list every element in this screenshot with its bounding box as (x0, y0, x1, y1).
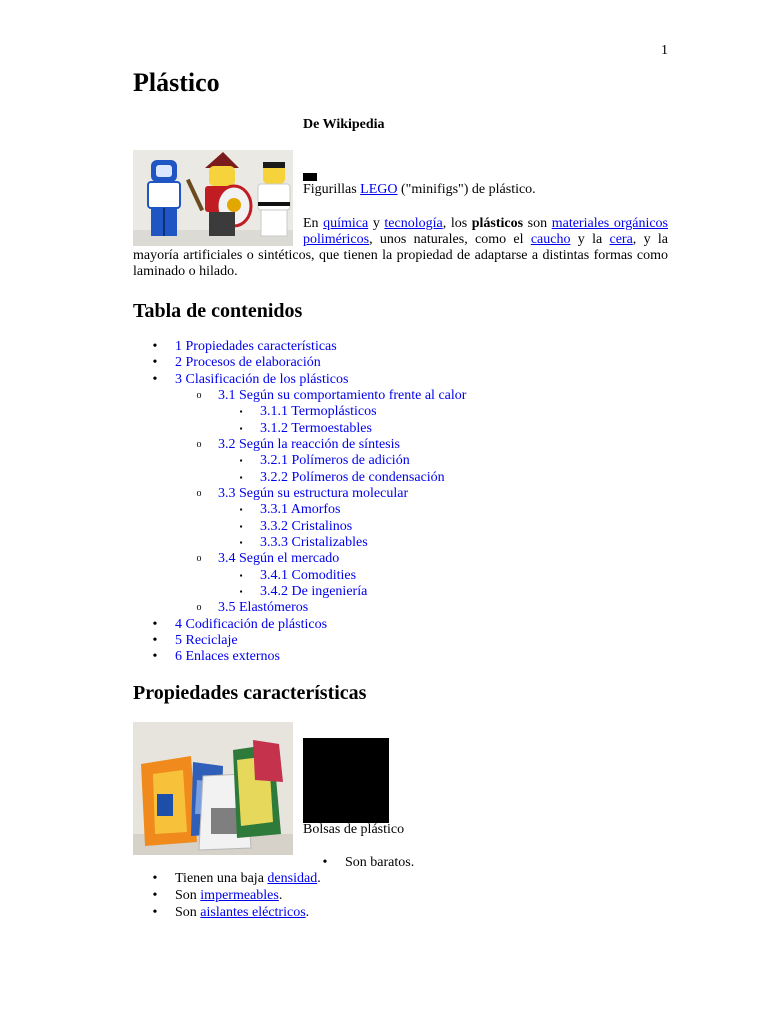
caucho-link[interactable]: caucho (530, 232, 571, 247)
toc-heading: Tabla de contenidos (133, 300, 303, 322)
lego-link[interactable]: LEGO (360, 182, 398, 197)
toc-link[interactable]: 3.3.2 Cristalinos (260, 518, 353, 534)
quimica-link[interactable]: química (323, 216, 369, 231)
bullet-icon: o (196, 553, 202, 565)
bullet-icon: • (152, 355, 158, 371)
toc-link[interactable]: 6 Enlaces externos (175, 649, 280, 665)
bullet-icon: • (152, 649, 158, 665)
densidad-link[interactable]: densidad (267, 871, 318, 886)
bullet-icon: ▪ (239, 407, 243, 417)
toc-item (133, 437, 668, 453)
property-item-insulators: • Son aislantes eléctricos. (150, 905, 450, 921)
image-placeholder-box (303, 738, 389, 823)
toc-link[interactable]: 3.2 Según la reacción de síntesis (218, 436, 400, 452)
toc-link[interactable]: 4 Codificación de plásticos (175, 616, 328, 632)
bullet-icon: o (196, 389, 202, 401)
toc-link[interactable]: 3.5 Elastómeros (218, 600, 309, 616)
toc-item (133, 404, 668, 420)
toc-item (133, 355, 668, 371)
bags-image-caption: Bolsas de plástico (303, 822, 405, 837)
plastic-bags-illustration (133, 722, 293, 855)
toc-item (133, 584, 668, 600)
toc-item (133, 633, 668, 649)
toc-link[interactable]: 3.4 Según el mercado (218, 551, 340, 567)
bullet-icon: ▪ (239, 472, 243, 482)
property-item-waterproof: • Son impermeables. (150, 888, 450, 904)
bullet-icon: • (152, 888, 158, 903)
toc-link[interactable]: 3.3.1 Amorfos (260, 502, 341, 518)
toc-link[interactable]: 3.3 Según su estructura molecular (218, 485, 409, 501)
property-item-density: • Tienen una baja densidad. (150, 871, 450, 887)
toc-link[interactable]: 3.2.2 Polímeros de condensación (260, 469, 445, 485)
plasticos-bold: plásticos (471, 216, 524, 231)
bullet-icon: o (196, 487, 202, 499)
bullet-icon: • (152, 371, 158, 387)
toc-link[interactable]: 3.2.1 Polímeros de adición (260, 453, 410, 469)
bullet-icon: ▪ (239, 505, 243, 515)
toc-item (133, 535, 668, 551)
bullet-icon: ▪ (239, 521, 243, 531)
materiales-organicos-link[interactable]: materiales orgánicos poliméricos (303, 216, 669, 247)
bullet-icon: • (152, 339, 158, 354)
bullet-icon: • (152, 632, 158, 648)
bullet-icon: ▪ (239, 456, 243, 466)
toc-link[interactable]: 5 Reciclaje (175, 632, 238, 648)
toc-link[interactable]: 3.3.3 Cristalizables (260, 534, 368, 550)
toc-item (133, 388, 668, 404)
toc-link[interactable]: 1 Propiedades características (175, 339, 337, 354)
bullet-icon: o (196, 602, 202, 614)
toc-link[interactable]: 3 Clasificación de los plásticos (175, 371, 349, 387)
impermeables-link[interactable]: impermeables (200, 888, 279, 903)
page-number: 1 (661, 43, 668, 58)
toc-item (133, 372, 668, 388)
toc-link[interactable]: 3.1 Según su comportamiento frente al calor (218, 387, 467, 403)
image-float-spacer (133, 216, 303, 248)
bullet-icon: o (196, 438, 202, 450)
property-item-cheap: • Son baratos. (320, 855, 440, 871)
toc-item (133, 519, 668, 535)
toc-item (133, 339, 668, 355)
bullet-icon: ▪ (239, 537, 243, 547)
toc-link[interactable]: 3.4.1 Comodities (260, 567, 357, 583)
image-placeholder-mark (303, 173, 317, 181)
tecnologia-link[interactable]: tecnología (384, 216, 443, 231)
toc-item (133, 551, 668, 567)
properties-heading: Propiedades características (133, 682, 367, 704)
toc-link[interactable]: 3.4.2 De ingeniería (260, 583, 368, 599)
toc-item (133, 502, 668, 518)
toc-item (133, 649, 668, 665)
toc-item (133, 568, 668, 584)
toc-item (133, 421, 668, 437)
article-subtitle: De Wikipedia (303, 117, 385, 132)
bullet-icon: • (152, 905, 158, 920)
toc-link[interactable]: 2 Procesos de elaboración (175, 355, 321, 371)
toc-item (133, 470, 668, 486)
toc-item (133, 600, 668, 616)
cera-link[interactable]: cera (609, 232, 633, 247)
bullet-icon: ▪ (239, 423, 243, 433)
bullet-icon: ▪ (239, 570, 243, 580)
bullet-icon: • (152, 871, 158, 886)
page-title: Plástico (133, 68, 220, 97)
plastic-bags-image[interactable] (133, 722, 293, 855)
aislantes-electricos-link[interactable]: aislantes eléctricos (200, 905, 306, 920)
toc-link[interactable]: 3.1.1 Termoplásticos (260, 404, 377, 420)
intro-paragraph: En química y tecnología, los plásticos son materiales orgánicos poliméricos, unos naturales, como el caucho y la cera, y la mayoría artificiales o sintéticos, que tienen la propiedad de adaptarse a distintas formas como laminado o hilado. (133, 216, 669, 279)
toc-item (133, 453, 668, 469)
bullet-icon: • (152, 616, 158, 632)
toc-item (133, 617, 668, 633)
toc-link[interactable]: 3.1.2 Termoestables (260, 420, 372, 436)
bullet-icon: • (322, 855, 328, 870)
lego-image-caption: Figurillas LEGO ("minifigs") de plástico. (303, 182, 536, 197)
toc-item (133, 486, 668, 502)
bullet-icon: ▪ (239, 586, 243, 596)
